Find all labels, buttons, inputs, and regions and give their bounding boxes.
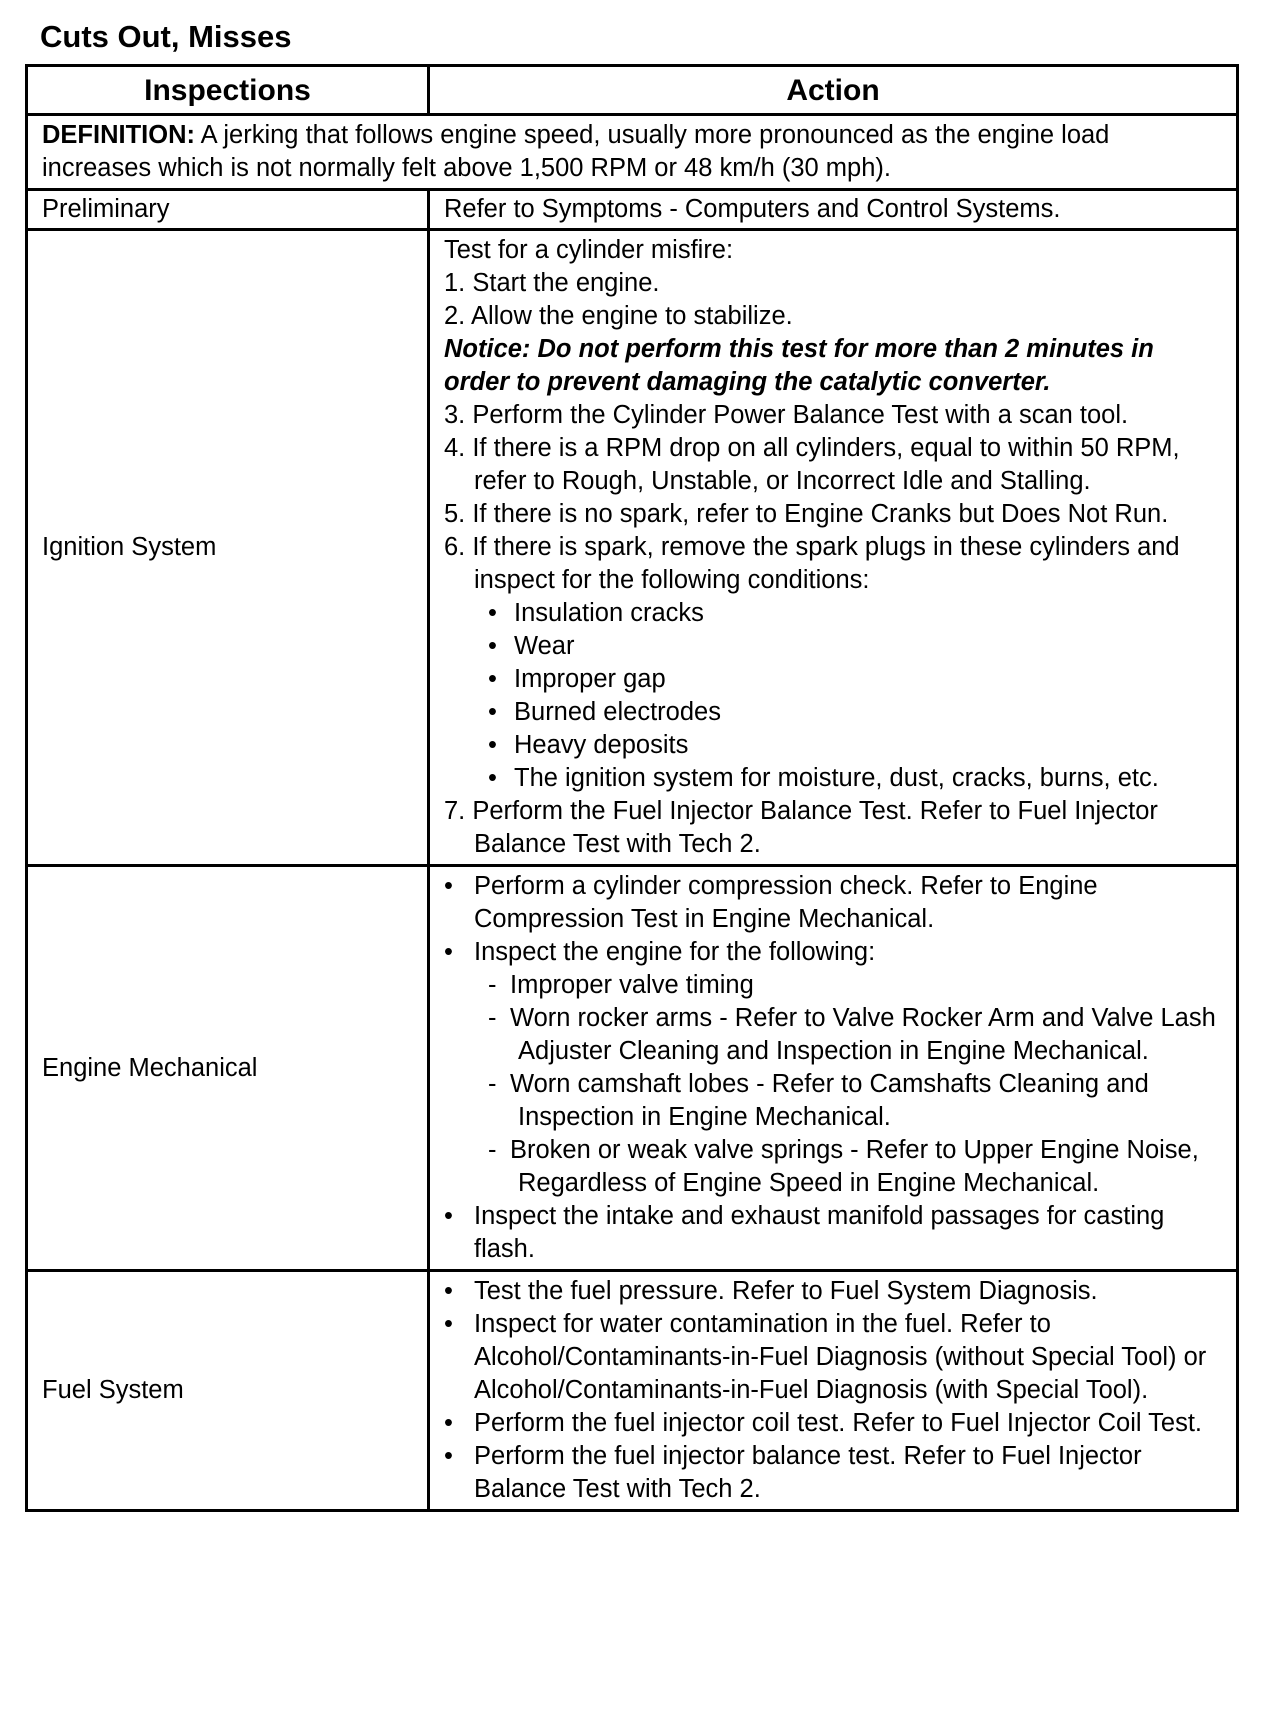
table-row bbox=[27, 230, 1238, 866]
list-item: • Improper gap bbox=[444, 663, 1222, 696]
table-row bbox=[27, 1271, 1238, 1511]
list-item: 4. If there is a RPM drop on all cylinders, equal to within 50 RPM, refer to Rough, Unstable, or Incorrect Idle and Stalling. bbox=[444, 434, 1180, 495]
list-item: • The ignition system for moisture, dust, cracks, burns, etc. bbox=[444, 762, 1222, 795]
action-cell bbox=[429, 230, 1238, 866]
definition-text: A jerking that follows engine speed, usually more pronounced as the engine load increases which is not normally felt above 1,500 RPM or 48 km/h (30 mph). bbox=[42, 121, 1110, 182]
bullet-icon: • bbox=[488, 632, 497, 660]
dash-icon: - bbox=[488, 971, 497, 999]
list-item: • Perform a cylinder compression check. Refer to Engine Compression Test in Engine Mechanical. bbox=[444, 872, 1098, 933]
bullet-icon: • bbox=[488, 665, 497, 693]
list-item: - Improper valve timing bbox=[444, 969, 1222, 1002]
definition-row bbox=[27, 115, 1238, 190]
notice-text: Notice: Do not perform this test for more than 2 minutes in order to prevent damaging the catalytic converter. bbox=[444, 335, 1154, 396]
bullet-icon: • bbox=[488, 764, 497, 792]
action-cell bbox=[429, 1271, 1238, 1511]
list-item: - Worn camshaft lobes - Refer to Camshafts Cleaning and Inspection in Engine Mechanical. bbox=[444, 1068, 1222, 1134]
inspection-cell: Ignition System bbox=[27, 230, 429, 866]
list-item: • Inspect the intake and exhaust manifold passages for casting flash. bbox=[444, 1202, 1165, 1263]
list-item: • Heavy deposits bbox=[444, 729, 1222, 762]
dash-icon: - bbox=[488, 1004, 497, 1032]
list-item: 7. Perform the Fuel Injector Balance Test. Refer to Fuel Injector Balance Test with Tech 2. bbox=[444, 797, 1158, 858]
bullet-icon: • bbox=[444, 1310, 453, 1338]
bullet-icon: • bbox=[444, 1442, 453, 1470]
list-item: • Perform the fuel injector coil test. Refer to Fuel Injector Coil Test. bbox=[444, 1407, 1222, 1440]
list-item: 6. If there is spark, remove the spark plugs in these cylinders and inspect for the following conditions: bbox=[444, 533, 1180, 594]
list-item: • Test the fuel pressure. Refer to Fuel System Diagnosis. bbox=[444, 1275, 1222, 1308]
bullet-icon: • bbox=[444, 1202, 453, 1230]
action-header: Action bbox=[429, 66, 1238, 115]
dash-icon: - bbox=[488, 1070, 497, 1098]
definition-label: DEFINITION: bbox=[42, 121, 195, 149]
list-item: • Insulation cracks bbox=[444, 597, 1222, 630]
header-row bbox=[27, 66, 1238, 115]
inspection-cell: Preliminary bbox=[27, 190, 429, 230]
list-item: Test for a cylinder misfire: bbox=[444, 236, 734, 264]
bullet-icon: • bbox=[488, 731, 497, 759]
bullet-icon: • bbox=[444, 1277, 453, 1305]
list-item: 5. If there is no spark, refer to Engine Cranks but Does Not Run. bbox=[444, 500, 1169, 528]
bullet-icon: • bbox=[444, 938, 453, 966]
list-item: 3. Perform the Cylinder Power Balance Test with a scan tool. bbox=[444, 401, 1129, 429]
action-cell bbox=[429, 866, 1238, 1271]
definition-cell bbox=[27, 115, 1238, 190]
list-item: - Worn rocker arms - Refer to Valve Rocker Arm and Valve Lash Adjuster Cleaning and Inspection in Engine Mechanical. bbox=[444, 1002, 1222, 1068]
list-item: • Inspect the engine for the following: bbox=[444, 936, 1222, 969]
diagnostic-table bbox=[25, 64, 1239, 1512]
dash-icon: - bbox=[488, 1136, 497, 1164]
table-row bbox=[27, 190, 1238, 230]
list-item: • Burned electrodes bbox=[444, 696, 1222, 729]
bullet-icon: • bbox=[488, 698, 497, 726]
list-item: 2. Allow the engine to stabilize. bbox=[444, 302, 793, 330]
table-row bbox=[27, 866, 1238, 1271]
action-cell: Refer to Symptoms - Computers and Control Systems. bbox=[429, 190, 1238, 230]
list-item: - Broken or weak valve springs - Refer to Upper Engine Noise, Regardless of Engine Speed in Engine Mechanical. bbox=[444, 1134, 1222, 1200]
bullet-icon: • bbox=[444, 872, 453, 900]
inspection-cell: Fuel System bbox=[27, 1271, 429, 1511]
page-title: Cuts Out, Misses bbox=[40, 19, 292, 54]
list-item: • Wear bbox=[444, 630, 1222, 663]
bullet-icon: • bbox=[488, 599, 497, 627]
list-item: • Perform the fuel injector balance test. Refer to Fuel Injector Balance Test with Tech 2. bbox=[444, 1442, 1142, 1503]
list-item: • Inspect for water contamination in the fuel. Refer to Alcohol/Contaminants-in-Fuel Diagnosis (without Special Tool) or Alcohol/Contaminants-in-Fuel Diagnosis (with Special Tool). bbox=[444, 1310, 1207, 1404]
inspections-header: Inspections bbox=[27, 66, 429, 115]
list-item: 1. Start the engine. bbox=[444, 269, 660, 297]
bullet-icon: • bbox=[444, 1409, 453, 1437]
inspection-cell: Engine Mechanical bbox=[27, 866, 429, 1271]
